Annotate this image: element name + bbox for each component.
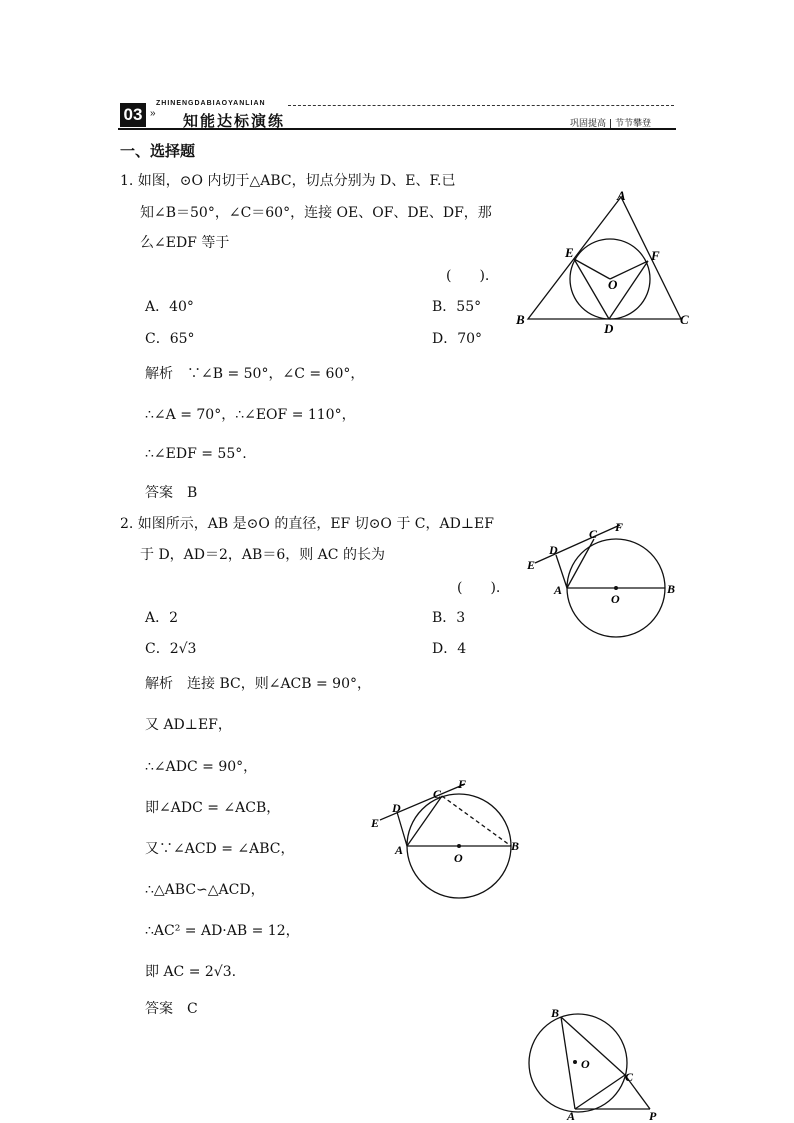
q3-label-o: O	[581, 1057, 590, 1071]
q2-answer-blank: ( ).	[457, 580, 501, 596]
q2-line1: 2. 如图所示，AB 是⊙O 的直径，EF 切⊙O 于 C，AD⊥EF	[120, 516, 494, 532]
q1-solution-3: ∴∠EDF = 55°.	[145, 446, 247, 462]
q1-label-o: O	[608, 277, 618, 292]
q2-line2: 于 D，AD＝2，AB＝6，则 AC 的长为	[140, 547, 385, 563]
q2s-label-b: B	[511, 839, 520, 853]
q2s-label-o: O	[454, 851, 463, 865]
q3-label-c: C	[625, 1070, 634, 1084]
header-right-b: 节节攀登	[615, 119, 652, 129]
q3-label-p: P	[649, 1109, 657, 1123]
q2-label-d: D	[549, 543, 558, 557]
q3-figure	[525, 1003, 675, 1123]
q2-option-b: B．3	[432, 610, 466, 626]
q2-solution-3: ∴∠ADC = 90°，	[145, 759, 258, 775]
q1-option-d: D．70°	[432, 331, 483, 347]
q3-label-a: A	[567, 1109, 576, 1123]
q2-label-o: O	[611, 592, 620, 606]
q2s-center-dot	[457, 844, 461, 848]
q1-option-c: C．65°	[145, 331, 195, 347]
q1-option-a: A．40°	[145, 299, 194, 315]
q1-label-a: A	[617, 188, 626, 203]
chevron-right-icon: »	[150, 108, 156, 119]
q2-answer: 答案 C	[145, 1001, 198, 1017]
q3-seg-ab	[561, 1017, 575, 1109]
q3-label-b: B	[551, 1006, 560, 1020]
header-separator	[610, 119, 611, 129]
q1-label-b: B	[516, 312, 525, 327]
q1-label-c: C	[680, 312, 689, 327]
q3-center-dot	[573, 1060, 577, 1064]
q1-line3: 么∠EDF 等于	[140, 235, 230, 251]
q2s-seg-ac	[407, 796, 442, 846]
q2-solution-1: 解析 连接 BC，则∠ACB = 90°，	[145, 676, 371, 692]
q1-line1: 1. 如图，⊙O 内切于△ABC，切点分别为 D、E、F.已	[120, 173, 456, 189]
q2s-label-f: F	[458, 777, 467, 791]
q2s-label-c: C	[433, 787, 442, 801]
header-pinyin: ZHINENGDABIAOYANLIAN	[156, 100, 266, 107]
header-rule	[118, 128, 676, 130]
q2-solution-7: ∴AC² = AD·AB = 12，	[145, 923, 300, 939]
q2-solution-5: 又∵∠ACD = ∠ABC，	[145, 841, 295, 857]
header-dotted-rule	[288, 105, 674, 106]
q2-option-d: D．4	[432, 641, 467, 657]
q1-answer: 答案 B	[145, 485, 198, 501]
q2-solution-2: 又 AD⊥EF，	[145, 717, 232, 733]
q1-answer-blank: ( ).	[446, 268, 490, 284]
q2-label-a: A	[554, 583, 563, 597]
q2s-label-d: D	[392, 801, 401, 815]
chapter-number: 03	[120, 103, 146, 127]
q2-solution-4: 即∠ADC = ∠ACB，	[145, 800, 281, 816]
q3-seg-bc	[561, 1017, 625, 1075]
q2-figure	[520, 515, 690, 645]
q2s-seg-bc-dashed	[442, 796, 511, 846]
q2-option-a: A．2	[145, 610, 179, 626]
q2s-label-e: E	[371, 816, 380, 830]
q1-label-e: E	[565, 245, 574, 260]
q2-solution-8: 即 AC = 2√3.	[145, 964, 237, 980]
q1-line2: 知∠B＝50°，∠C＝60°，连接 OE、OF、DE、DF，那	[140, 205, 492, 221]
header-title: 知能达标演练	[183, 112, 286, 130]
section-title: 一、选择题	[120, 142, 196, 160]
q1-solution-1: 解析 ∵∠B = 50°，∠C = 60°，	[145, 366, 365, 382]
q1-solution-2: ∴∠A = 70°，∴∠EOF = 110°，	[145, 407, 356, 423]
q2-label-e: E	[527, 558, 536, 572]
q2-label-c: C	[589, 527, 598, 541]
q2-solution-figure	[365, 772, 530, 902]
q2s-label-a: A	[395, 843, 404, 857]
q2-option-c: C．2√3	[145, 641, 197, 657]
q2-label-b: B	[667, 582, 676, 596]
q1-label-d: D	[604, 321, 614, 336]
q2-center-dot	[614, 586, 618, 590]
q2-solution-6: ∴△ABC∽△ACD，	[145, 882, 265, 898]
q2s-seg-ad	[397, 812, 407, 846]
header-right-a: 巩固提高	[570, 119, 607, 129]
q1-figure	[505, 185, 700, 340]
q2-label-f: F	[615, 520, 624, 534]
q1-option-b: B．55°	[432, 299, 482, 315]
q1-label-f: F	[651, 248, 660, 263]
